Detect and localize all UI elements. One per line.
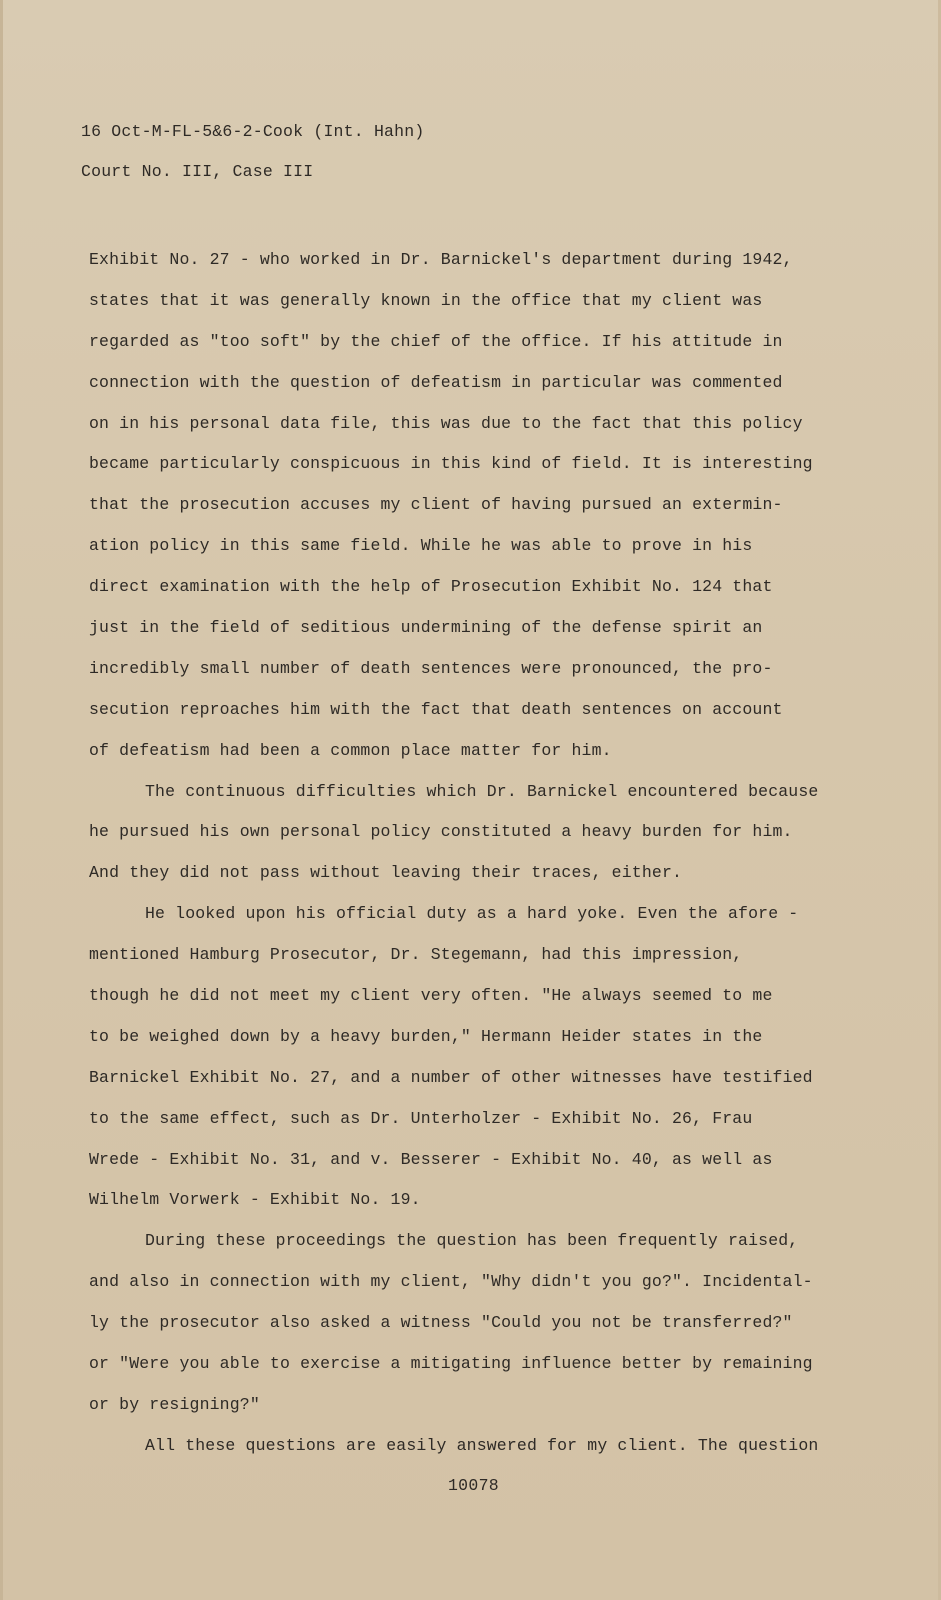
text-line: Wrede - Exhibit No. 31, and v. Besserer - Exhibit No. 40, as well as — [89, 1149, 773, 1169]
page-number: 10078 — [447, 1476, 499, 1495]
text-line: of defeatism had been a common place matter for him. — [89, 740, 612, 760]
text-line: He looked upon his official duty as a hard yoke. Even the afore - — [145, 904, 799, 924]
text-line: During these proceedings the question has been frequently raised, — [145, 1231, 799, 1251]
text-line: he pursued his own personal policy constituted a heavy burden for him. — [89, 822, 793, 842]
text-line: And they did not pass without leaving their traces, either. — [89, 863, 683, 883]
text-line: All these questions are easily answered for my client. The question — [145, 1435, 819, 1455]
text-line: though he did not meet my client very often. "He always seemed to me — [89, 986, 773, 1006]
text-line: regarded as "too soft" by the chief of the office. If his attitude in — [89, 331, 783, 351]
text-line: or "Were you able to exercise a mitigating influence better by remaining — [89, 1354, 813, 1374]
text-line: or by resigning?" — [89, 1394, 260, 1414]
text-line: ly the prosecutor also asked a witness "Could you not be transferred?" — [89, 1313, 793, 1333]
text-line: direct examination with the help of Prosecution Exhibit No. 124 that — [89, 577, 773, 597]
document-body — [89, 240, 849, 1467]
text-line: secution reproaches him with the fact that death sentences on account — [89, 699, 783, 719]
court-line: Court No. III, Case III — [81, 162, 314, 181]
text-line: The continuous difficulties which Dr. Barnickel encountered because — [145, 781, 819, 801]
text-line: connection with the question of defeatism in particular was commented — [89, 372, 783, 392]
text-line: incredibly small number of death sentences were pronounced, the pro- — [89, 658, 773, 678]
document-header — [81, 112, 424, 192]
text-line: ation policy in this same field. While he was able to prove in his — [89, 536, 753, 556]
text-line: on in his personal data file, this was due to the fact that this policy — [89, 413, 803, 433]
case-reference: 16 Oct-M-FL-5&6-2-Cook (Int. Hahn) — [81, 122, 425, 141]
text-line: that the prosecution accuses my client of having pursued an extermin- — [89, 495, 783, 515]
text-line: just in the field of seditious undermining of the defense spirit an — [89, 618, 763, 638]
text-line: mentioned Hamburg Prosecutor, Dr. Stegemann, had this impression, — [89, 945, 743, 965]
text-line: Barnickel Exhibit No. 27, and a number of other witnesses have testified — [89, 1067, 813, 1087]
text-line: Wilhelm Vorwerk - Exhibit No. 19. — [89, 1190, 421, 1210]
text-line: to be weighed down by a heavy burden," Hermann Heider states in the — [89, 1026, 763, 1046]
text-line: became particularly conspicuous in this kind of field. It is interesting — [89, 454, 813, 474]
text-line: states that it was generally known in the office that my client was — [89, 290, 763, 310]
text-line: Exhibit No. 27 - who worked in Dr. Barnickel's department during 1942, — [89, 250, 793, 269]
text-line: and also in connection with my client, "Why didn't you go?". Incidental- — [89, 1272, 813, 1292]
text-line: to the same effect, such as Dr. Unterholzer - Exhibit No. 26, Frau — [89, 1108, 753, 1128]
